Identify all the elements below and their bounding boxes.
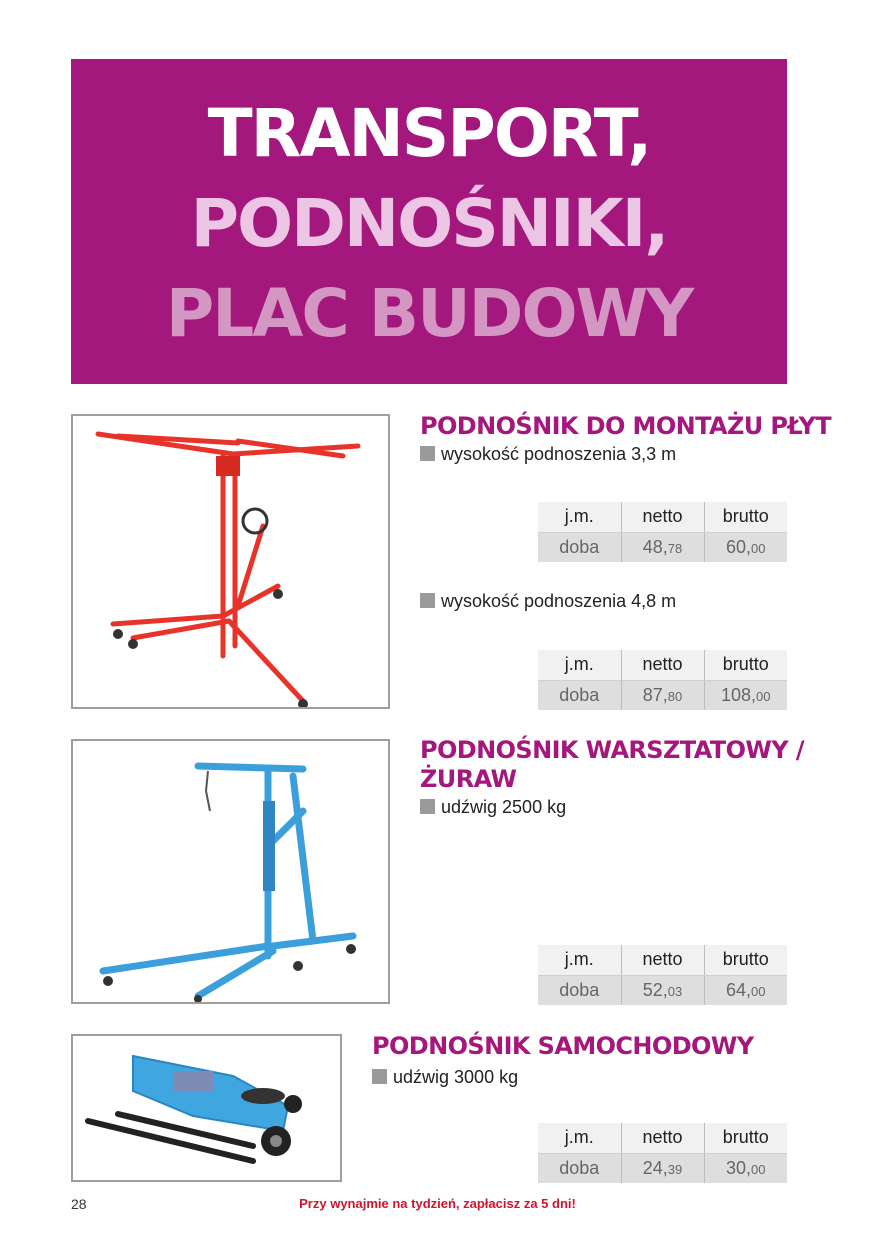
product-photo-drywall-lift xyxy=(71,414,390,709)
cell-unit: doba xyxy=(538,1153,621,1183)
drywall-lift-image xyxy=(73,416,388,707)
footer-note: Przy wynajmie na tydzień, zapłacisz za 5 dni! xyxy=(299,1196,576,1211)
cell-unit: doba xyxy=(538,532,621,562)
spec-text: udźwig 3000 kg xyxy=(393,1067,519,1087)
product-title-car-jack: PODNOŚNIK SAMOCHODOWY xyxy=(372,1032,754,1060)
spec-text: wysokość podnoszenia 4,8 m xyxy=(441,591,677,611)
header-line-2: PODNOŚNIKI, xyxy=(190,185,668,262)
price-table-drywall-33 xyxy=(538,502,787,562)
col-header-gross: brutto xyxy=(704,502,787,532)
col-header-gross: brutto xyxy=(704,1123,787,1153)
cell-unit: doba xyxy=(538,975,621,1005)
car-jack-image xyxy=(73,1036,340,1180)
col-header-gross: brutto xyxy=(704,650,787,680)
col-header-unit: j.m. xyxy=(538,502,621,532)
price-table-car-jack xyxy=(538,1123,787,1183)
cell-net: 24,39 xyxy=(621,1153,704,1183)
cell-net: 87,80 xyxy=(621,680,704,710)
price-table-drywall-48 xyxy=(538,650,787,710)
cell-net: 48,78 xyxy=(621,532,704,562)
cell-gross: 60,00 xyxy=(704,532,787,562)
header-line-1: TRANSPORT, xyxy=(207,95,651,172)
bullet-square xyxy=(372,1069,387,1084)
cell-net: 52,03 xyxy=(621,975,704,1005)
bullet-square xyxy=(420,799,435,814)
col-header-net: netto xyxy=(621,502,704,532)
header-line-3: PLAC BUDOWY xyxy=(165,275,693,352)
spec-drywall-lift-33 xyxy=(420,444,676,465)
spec-engine-crane xyxy=(420,797,566,818)
col-header-net: netto xyxy=(621,945,704,975)
col-header-unit: j.m. xyxy=(538,945,621,975)
product-photo-car-jack xyxy=(71,1034,342,1182)
col-header-net: netto xyxy=(621,1123,704,1153)
cell-gross: 30,00 xyxy=(704,1153,787,1183)
product-title-engine-crane: PODNOŚNIK WARSZTATOWY / ŻURAW xyxy=(420,736,804,793)
product-photo-engine-crane xyxy=(71,739,390,1004)
bullet-square xyxy=(420,446,435,461)
price-table-engine-crane xyxy=(538,945,787,1005)
page-number: 28 xyxy=(71,1196,87,1212)
cell-gross: 108,00 xyxy=(704,680,787,710)
col-header-gross: brutto xyxy=(704,945,787,975)
cell-gross: 64,00 xyxy=(704,975,787,1005)
spec-text: udźwig 2500 kg xyxy=(441,797,567,817)
col-header-net: netto xyxy=(621,650,704,680)
spec-text: wysokość podnoszenia 3,3 m xyxy=(441,444,677,464)
engine-crane-image xyxy=(73,741,388,1002)
bullet-square xyxy=(420,593,435,608)
spec-drywall-lift-48 xyxy=(420,591,676,612)
product-title-drywall-lift: PODNOŚNIK DO MONTAŻU PŁYT xyxy=(420,412,832,440)
spec-car-jack xyxy=(372,1067,518,1088)
col-header-unit: j.m. xyxy=(538,1123,621,1153)
header-banner xyxy=(71,59,787,384)
cell-unit: doba xyxy=(538,680,621,710)
col-header-unit: j.m. xyxy=(538,650,621,680)
